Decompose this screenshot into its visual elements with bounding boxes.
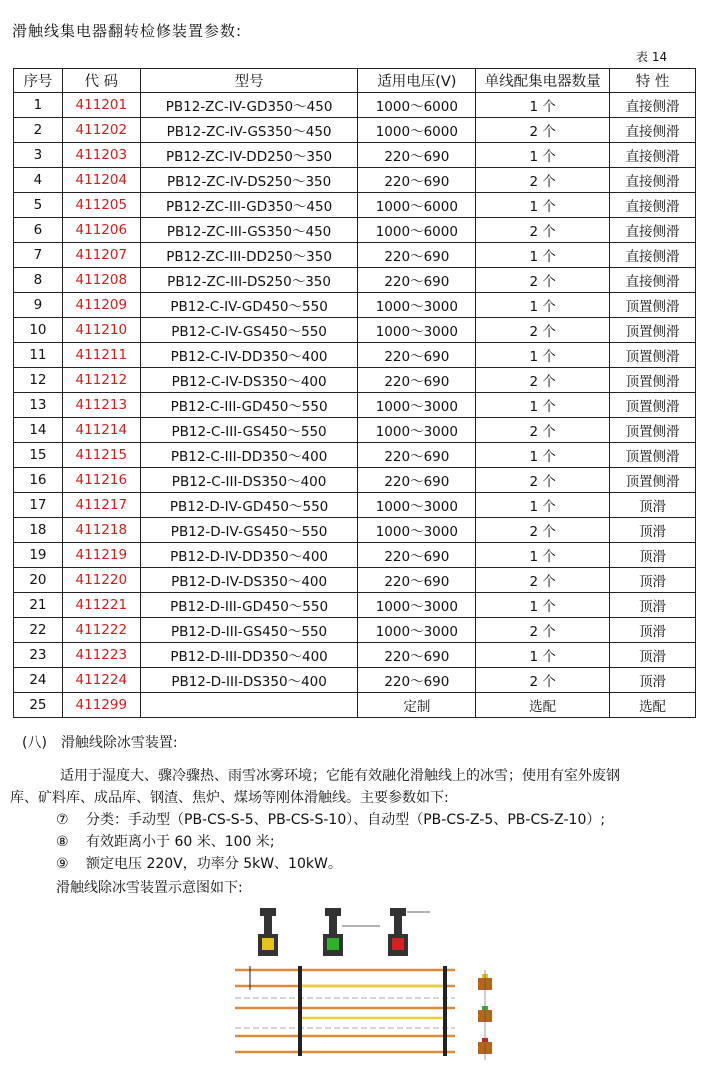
cell-code: 411219 [62,543,140,568]
cell-index: 18 [14,518,63,543]
cell-collector-count: 2 个 [476,168,610,193]
cell-code: 411206 [62,218,140,243]
cell-index: 1 [14,93,63,118]
cell-index: 4 [14,168,63,193]
cell-index: 8 [14,268,63,293]
cell-model: PB12-C-IV-DS350～400 [140,368,358,393]
cell-code: 411220 [62,568,140,593]
cell-model: PB12-D-III-GS450～550 [140,618,358,643]
rail-profile-red [388,908,430,956]
cell-voltage: 220～690 [358,368,476,393]
cell-feature: 顶滑 [610,518,696,543]
cell-feature: 顶置侧滑 [610,418,696,443]
cell-index: 23 [14,643,63,668]
cell-index: 3 [14,143,63,168]
cell-index: 7 [14,243,63,268]
cell-model: PB12-ZC-IV-DD250～350 [140,143,358,168]
cell-model: PB12-ZC-IV-DS250～350 [140,168,358,193]
cell-collector-count: 1 个 [476,493,610,518]
table-row [14,193,696,218]
cell-feature: 顶置侧滑 [610,293,696,318]
table-row [14,168,696,193]
cell-model: PB12-D-III-DS350～400 [140,668,358,693]
collector-units [478,970,492,1060]
header-index: 序号 [14,69,63,93]
cell-collector-count: 选配 [476,693,610,718]
cell-feature: 顶滑 [610,643,696,668]
table-row [14,543,696,568]
header-voltage: 适用电压(V) [358,69,476,93]
cell-feature: 直接侧滑 [610,143,696,168]
cell-voltage: 1000～3000 [358,318,476,343]
cell-feature: 顶置侧滑 [610,368,696,393]
cell-voltage: 1000～3000 [358,518,476,543]
header-feature: 特 性 [610,69,696,93]
cell-code: 411223 [62,643,140,668]
cell-code: 411211 [62,343,140,368]
cell-feature: 选配 [610,693,696,718]
cell-feature: 顶滑 [610,568,696,593]
cell-feature: 顶置侧滑 [610,443,696,468]
cell-model: PB12-C-III-GD450～550 [140,393,358,418]
section-heading-text: 滑触线除冰雪装置: [60,735,178,751]
yellow-lamp-icon [262,938,274,950]
cell-model: PB12-ZC-IV-GD350～450 [140,93,358,118]
cell-voltage: 220～690 [358,268,476,293]
table-row [14,668,696,693]
list-item-number: ⑨ [56,856,69,872]
table-body [14,93,696,718]
paragraph-line-2: 库、矿料库、成品库、钢渣、焦炉、煤场等刚体滑触线。主要参数如下: [10,790,449,806]
list-item-number: ⑧ [56,834,69,850]
cell-code: 411212 [62,368,140,393]
cell-collector-count: 1 个 [476,343,610,368]
cell-feature: 直接侧滑 [610,168,696,193]
cell-feature: 顶置侧滑 [610,393,696,418]
table-row [14,268,696,293]
table-row [14,393,696,418]
cell-collector-count: 2 个 [476,268,610,293]
table-row [14,468,696,493]
cell-collector-count: 1 个 [476,93,610,118]
cell-code: 411222 [62,618,140,643]
table-row [14,243,696,268]
rail-profile-yellow [258,908,278,956]
cell-model: PB12-D-IV-DD350～400 [140,543,358,568]
cell-voltage: 220～690 [358,343,476,368]
cell-code: 411205 [62,193,140,218]
table-row [14,143,696,168]
cell-code: 411209 [62,293,140,318]
cell-feature: 直接侧滑 [610,268,696,293]
cell-feature: 直接侧滑 [610,218,696,243]
header-collector-count: 单线配集电器数量 [476,69,610,93]
cell-code: 411224 [62,668,140,693]
cell-index: 6 [14,218,63,243]
cell-feature: 顶滑 [610,668,696,693]
cell-collector-count: 2 个 [476,568,610,593]
cell-index: 14 [14,418,63,443]
cell-voltage: 220～690 [358,643,476,668]
cell-code: 411210 [62,318,140,343]
cell-code: 411216 [62,468,140,493]
cell-feature: 顶置侧滑 [610,468,696,493]
cell-voltage: 1000～3000 [358,418,476,443]
cell-code: 411208 [62,268,140,293]
table-row [14,93,696,118]
cell-voltage: 220～690 [358,443,476,468]
table-row [14,418,696,443]
rail-lines [235,970,455,1052]
cell-model: PB12-C-III-DS350～400 [140,468,358,493]
red-lamp-icon [392,938,404,950]
cell-index: 9 [14,293,63,318]
cell-code: 411207 [62,243,140,268]
cell-model: PB12-C-III-GS450～550 [140,418,358,443]
cell-model: PB12-ZC-IV-GS350～450 [140,118,358,143]
cell-feature: 顶滑 [610,493,696,518]
cell-model: PB12-D-IV-DS350～400 [140,568,358,593]
paragraph-line-1: 适用于湿度大、骤冷骤热、雨雪冰雾环境；它能有效融化滑触线上的冰雪；使用有室外废钢 [60,768,620,784]
cell-collector-count: 1 个 [476,443,610,468]
cell-index: 2 [14,118,63,143]
cell-collector-count: 1 个 [476,593,610,618]
cell-feature: 顶滑 [610,593,696,618]
table-row [14,368,696,393]
cell-index: 15 [14,443,63,468]
cell-index: 13 [14,393,63,418]
cell-index: 16 [14,468,63,493]
cell-voltage: 220～690 [358,143,476,168]
cell-model: PB12-D-IV-GD450～550 [140,493,358,518]
cell-model: PB12-ZC-III-DD250～350 [140,243,358,268]
cell-code: 411215 [62,443,140,468]
cell-voltage: 定制 [358,693,476,718]
cell-index: 12 [14,368,63,393]
cell-index: 25 [14,693,63,718]
list-item-text: 额定电压 220V，功率分 5kW、10kW。 [86,856,342,872]
cell-code: 411204 [62,168,140,193]
table-number-label: 表 14 [636,50,668,64]
cell-voltage: 1000～3000 [358,618,476,643]
list-item-text: 有效距离小于 60 米、100 米; [86,834,275,850]
cell-code: 411203 [62,143,140,168]
cell-collector-count: 2 个 [476,618,610,643]
list-item [56,831,275,851]
cell-collector-count: 2 个 [476,318,610,343]
list-item [56,853,342,873]
cell-voltage: 1000～3000 [358,393,476,418]
cell-code: 411201 [62,93,140,118]
cell-feature: 顶置侧滑 [610,343,696,368]
cell-collector-count: 2 个 [476,218,610,243]
deicing-device-diagram [230,890,520,1080]
cell-collector-count: 1 个 [476,243,610,268]
cell-voltage: 220～690 [358,568,476,593]
cell-code: 411202 [62,118,140,143]
list-item [56,809,605,829]
cell-feature: 顶滑 [610,618,696,643]
cell-code: 411213 [62,393,140,418]
green-lamp-icon [327,938,339,950]
cell-code: 411218 [62,518,140,543]
cell-index: 10 [14,318,63,343]
cell-code: 411299 [62,693,140,718]
cell-code: 411221 [62,593,140,618]
cell-feature: 直接侧滑 [610,118,696,143]
cell-voltage: 1000～3000 [358,493,476,518]
table-row [14,318,696,343]
table-row [14,618,696,643]
cell-index: 17 [14,493,63,518]
cell-model: PB12-D-III-GD450～550 [140,593,358,618]
cell-collector-count: 1 个 [476,143,610,168]
cell-model: PB12-D-III-DD350～400 [140,643,358,668]
cell-index: 20 [14,568,63,593]
table-row [14,593,696,618]
table-row [14,118,696,143]
cell-collector-count: 2 个 [476,468,610,493]
cell-collector-count: 1 个 [476,543,610,568]
cell-index: 21 [14,593,63,618]
cell-feature: 直接侧滑 [610,93,696,118]
cell-voltage: 1000～6000 [358,218,476,243]
cell-collector-count: 2 个 [476,118,610,143]
table-row [14,443,696,468]
table-row [14,493,696,518]
cell-index: 24 [14,668,63,693]
table-row [14,568,696,593]
parameter-table [13,68,696,718]
section-title: 滑触线集电器翻转检修装置参数: [12,22,243,40]
cell-index: 5 [14,193,63,218]
header-model: 型号 [140,69,358,93]
table-row [14,343,696,368]
cell-collector-count: 1 个 [476,393,610,418]
cell-collector-count: 2 个 [476,368,610,393]
table-header-row [14,69,696,93]
cell-voltage: 1000～3000 [358,593,476,618]
cell-index: 11 [14,343,63,368]
table-row [14,518,696,543]
list-item-number: ⑦ [56,812,69,828]
cell-voltage: 220～690 [358,243,476,268]
cell-voltage: 220～690 [358,543,476,568]
cell-voltage: 1000～6000 [358,118,476,143]
cell-feature: 直接侧滑 [610,193,696,218]
cell-feature: 直接侧滑 [610,243,696,268]
cell-collector-count: 1 个 [476,643,610,668]
cell-voltage: 1000～6000 [358,93,476,118]
rail-connectors [250,966,445,1056]
table-row [14,693,696,718]
cell-voltage: 1000～3000 [358,293,476,318]
cell-feature: 顶滑 [610,543,696,568]
cell-collector-count: 2 个 [476,518,610,543]
rail-profile-green [323,908,380,956]
cell-voltage: 1000～6000 [358,193,476,218]
cell-voltage: 220～690 [358,668,476,693]
cell-model: PB12-D-IV-GS450～550 [140,518,358,543]
cell-model [140,693,358,718]
table-row [14,643,696,668]
cell-model: PB12-ZC-III-DS250～350 [140,268,358,293]
cell-collector-count: 1 个 [476,193,610,218]
cell-feature: 顶置侧滑 [610,318,696,343]
cell-model: PB12-ZC-III-GS350～450 [140,218,358,243]
table-row [14,293,696,318]
cell-code: 411214 [62,418,140,443]
cell-model: PB12-C-IV-GD450～550 [140,293,358,318]
cell-model: PB12-ZC-III-GD350～450 [140,193,358,218]
cell-voltage: 220～690 [358,468,476,493]
cell-collector-count: 1 个 [476,293,610,318]
description-paragraph [10,765,710,809]
list-item-text: 分类：手动型（PB-CS-S-5、PB-CS-S-10）、自动型（PB-CS-Z-5、PB-CS-Z-10）; [86,812,606,828]
cell-index: 19 [14,543,63,568]
section-mark: (八) [22,735,47,751]
cell-code: 411217 [62,493,140,518]
cell-model: PB12-C-III-DD350～400 [140,443,358,468]
table-row [14,218,696,243]
cell-voltage: 220～690 [358,168,476,193]
header-code: 代 码 [62,69,140,93]
cell-model: PB12-C-IV-DD350～400 [140,343,358,368]
cell-collector-count: 2 个 [476,418,610,443]
cell-collector-count: 2 个 [476,668,610,693]
section-heading [22,732,178,752]
cell-index: 22 [14,618,63,643]
cell-model: PB12-C-IV-GS450～550 [140,318,358,343]
diagram-intro: 滑触线除冰雪装置示意图如下: [56,880,243,896]
